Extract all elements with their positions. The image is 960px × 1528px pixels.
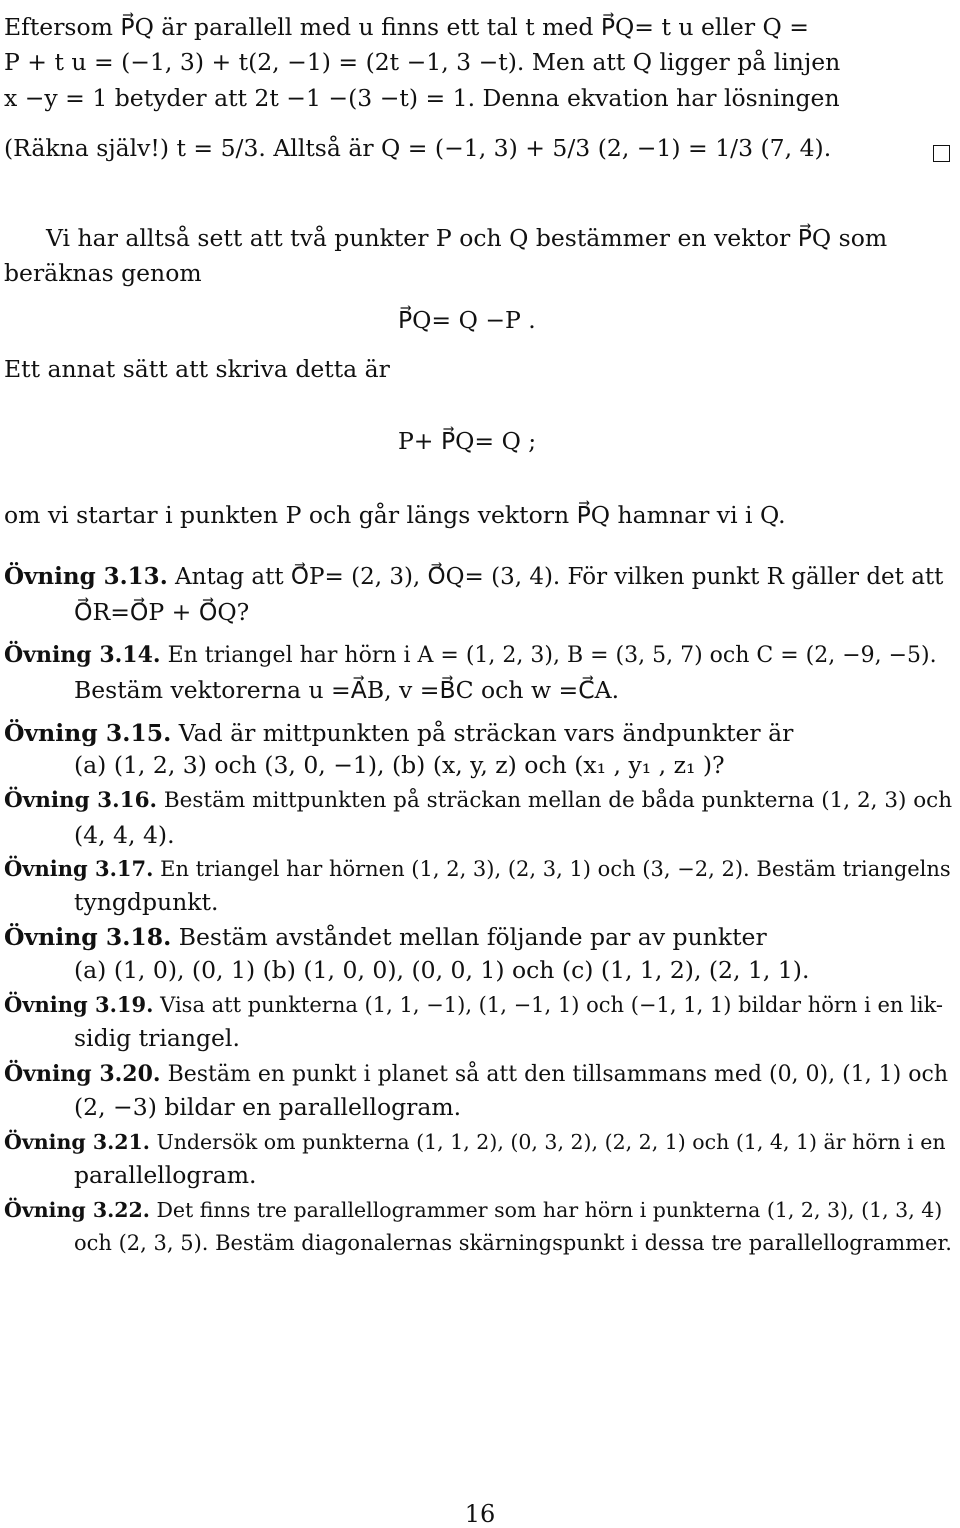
exercise-title: Övning 3.16.	[4, 788, 158, 813]
exercise-title: Övning 3.21.	[4, 1130, 150, 1154]
exercise-text: Undersök om punkterna (1, 1, 2), (0, 3, 2), (2, 2, 1) och (1, 4, 1) är hörn i en	[156, 1130, 946, 1154]
exercise-title: Övning 3.17.	[4, 856, 154, 881]
exercise-text: En triangel har hörn i A = (1, 2, 3), B = (3, 5, 7) och C = (2, −9, −5).	[167, 643, 937, 668]
formula-pq: P⃗Q= Q −P .	[398, 306, 536, 334]
exercise-3-13	[4, 562, 943, 592]
exercise-3-18-cont: (a) (1, 0), (0, 1) (b) (1, 0, 0), (0, 0, 1) och (c) (1, 1, 2), (2, 1, 1).	[74, 956, 810, 984]
summary-line-1: Vi har alltså sett att två punkter P och Q bestämmer en vektor P⃗Q som	[46, 224, 888, 252]
exercise-3-22-cont: och (2, 3, 5). Bestäm diagonalernas skärningspunkt i dessa tre parallellogrammer.	[74, 1231, 952, 1255]
exercise-text: Antag att O⃗P= (2, 3), O⃗Q= (3, 4). För vilken punkt R gäller det att	[175, 564, 944, 590]
exercise-text: Bestäm avståndet mellan följande par av punkter	[178, 923, 767, 951]
conclusion-text: om vi startar i punkten P och går längs vektorn P⃗Q hamnar vi i Q.	[4, 501, 786, 529]
exercise-3-18	[4, 922, 767, 952]
exercise-title: Övning 3.13.	[4, 563, 168, 590]
exercise-3-15-cont: (a) (1, 2, 3) och (3, 0, −1), (b) (x, y, z) och (x₁ , y₁ , z₁ )?	[74, 751, 725, 779]
exercise-title: Övning 3.18.	[4, 923, 172, 951]
other-way-text: Ett annat sätt att skriva detta är	[4, 355, 390, 383]
exercise-text: Bestäm en punkt i planet så att den tillsammans med (0, 0), (1, 1) och	[167, 1062, 948, 1087]
exercise-text: En triangel har hörnen (1, 2, 3), (2, 3, 1) och (3, −2, 2). Bestäm triangelns	[160, 857, 951, 881]
exercise-3-19	[4, 990, 943, 1020]
exercise-title: Övning 3.19.	[4, 992, 154, 1017]
page-number: 16	[464, 1500, 496, 1528]
exercise-3-21-cont: parallellogram.	[74, 1161, 257, 1189]
exercise-3-15	[4, 718, 793, 748]
exercise-title: Övning 3.20.	[4, 1061, 161, 1087]
exercise-text: Bestäm mittpunkten på sträckan mellan de båda punkterna (1, 2, 3) och	[163, 788, 953, 813]
exercise-3-17-cont: tyngdpunkt.	[74, 888, 219, 916]
exercise-title: Övning 3.22.	[4, 1198, 150, 1222]
formula-p-plus-pq: P+ P⃗Q= Q ;	[398, 427, 537, 455]
exercise-3-20	[4, 1059, 948, 1090]
exercise-3-20-cont: (2, −3) bildar en parallellogram.	[74, 1093, 462, 1121]
exercise-title: Övning 3.15.	[4, 719, 172, 747]
intro-line-3: x −y = 1 betyder att 2t −1 −(3 −t) = 1. Denna ekvation har lösningen	[4, 84, 840, 112]
exercise-3-17	[4, 854, 951, 884]
intro-line-4: (Räkna själv!) t = 5/3. Alltså är Q = (−1, 3) + 5/3 (2, −1) = 1/3 (7, 4).	[4, 134, 832, 162]
exercise-3-22	[4, 1195, 942, 1225]
exercise-3-14	[4, 640, 937, 671]
exercise-text: Vad är mittpunkten på sträckan vars ändpunkter är	[178, 719, 794, 747]
qed-box-icon	[933, 145, 950, 162]
exercise-3-14-cont: Bestäm vektorerna u =A⃗B, v =B⃗C och w =C⃗A.	[74, 676, 620, 704]
exercise-text: Det finns tre parallellogrammer som har hörn i punkterna (1, 2, 3), (1, 3, 4)	[156, 1198, 943, 1222]
exercise-3-21	[4, 1127, 946, 1157]
exercise-3-16-cont: (4, 4, 4).	[74, 821, 175, 849]
intro-line-2: P + t u = (−1, 3) + t(2, −1) = (2t −1, 3 −t). Men att Q ligger på linjen	[4, 48, 841, 76]
exercise-text: Visa att punkterna (1, 1, −1), (1, −1, 1) och (−1, 1, 1) bildar hörn i en lik-	[160, 993, 944, 1017]
exercise-3-19-cont: sidig triangel.	[74, 1024, 240, 1052]
exercise-title: Övning 3.14.	[4, 642, 161, 668]
intro-line-1: Eftersom P⃗Q är parallell med u finns ett tal t med P⃗Q= t u eller Q =	[4, 13, 809, 41]
exercise-3-16	[4, 786, 952, 816]
summary-line-2: beräknas genom	[4, 259, 202, 287]
exercise-3-13-cont: O⃗R=O⃗P + O⃗Q?	[74, 598, 250, 626]
